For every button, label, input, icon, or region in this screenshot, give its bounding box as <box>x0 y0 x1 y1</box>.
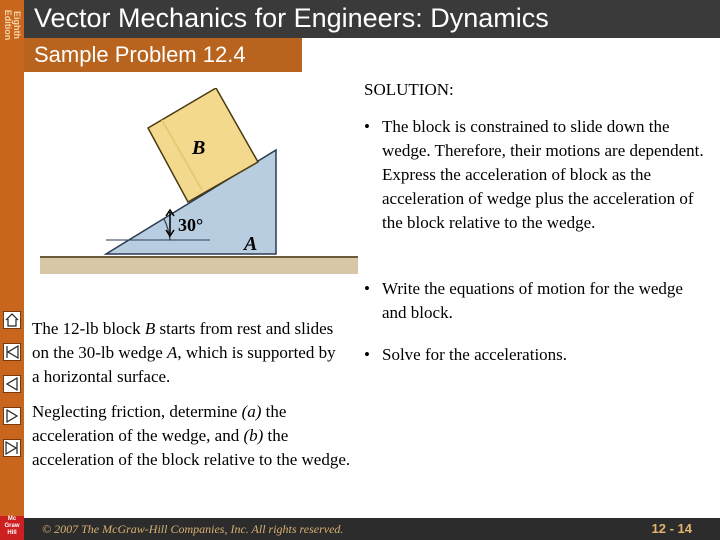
solution-bullet-text: The block is constrained to slide down the wedge. Therefore, their motions are dependent. Express the acceleration of block as the acceleration of wedge plus the acceleration of the block relative to the wedge. <box>382 117 704 232</box>
ground-line <box>40 256 358 258</box>
nav-home-button[interactable] <box>3 311 21 329</box>
edition-line-1: Eighth <box>12 11 22 39</box>
sidebar <box>0 0 24 540</box>
angle-label: 30° <box>178 215 204 235</box>
solution-heading: SOLUTION: <box>364 80 454 99</box>
solution-bullet-text: Write the equations of motion for the wedge and block. <box>382 279 683 322</box>
title-bar <box>24 0 720 38</box>
bullet-icon: • <box>364 117 370 136</box>
home-icon <box>4 312 20 328</box>
nav-last-button[interactable] <box>3 439 21 457</box>
problem-question: Neglecting friction, determine (a) the acceleration of the wedge, and (b) the acceleration of the block relative to the wedge. <box>32 402 351 469</box>
previous-page-icon <box>4 376 20 392</box>
edition-line-2: Edition <box>3 9 13 41</box>
subtitle-bar <box>24 38 302 72</box>
footer-bar <box>24 518 720 540</box>
page-number: 12 - 14 <box>651 521 692 536</box>
problem-statement: The 12-lb block B starts from rest and slides on the 30-lb wedge A, which is supported by a horizontal surface. <box>32 319 336 386</box>
ground-surface <box>40 256 358 274</box>
bullet-icon: • <box>364 279 370 298</box>
next-page-icon <box>4 408 20 424</box>
wedge-label: A <box>244 233 258 255</box>
edition-label <box>0 0 24 46</box>
block-label: B <box>192 137 206 159</box>
nav-next-button[interactable] <box>3 407 21 425</box>
mcgraw-hill-logo: Mc Graw Hill <box>0 516 24 540</box>
wedge-block-figure <box>40 88 360 293</box>
page-title: Vector Mechanics for Engineers: Dynamics <box>34 3 549 33</box>
last-page-icon <box>4 440 20 456</box>
copyright-notice: © 2007 The McGraw-Hill Companies, Inc. All rights reserved. <box>42 522 344 536</box>
slide-subtitle: Sample Problem 12.4 <box>34 42 246 67</box>
bullet-icon: • <box>364 345 370 364</box>
nav-first-button[interactable] <box>3 343 21 361</box>
solution-bullet-text: Solve for the accelerations. <box>382 345 568 364</box>
nav-previous-button[interactable] <box>3 375 21 393</box>
first-page-icon <box>4 344 20 360</box>
